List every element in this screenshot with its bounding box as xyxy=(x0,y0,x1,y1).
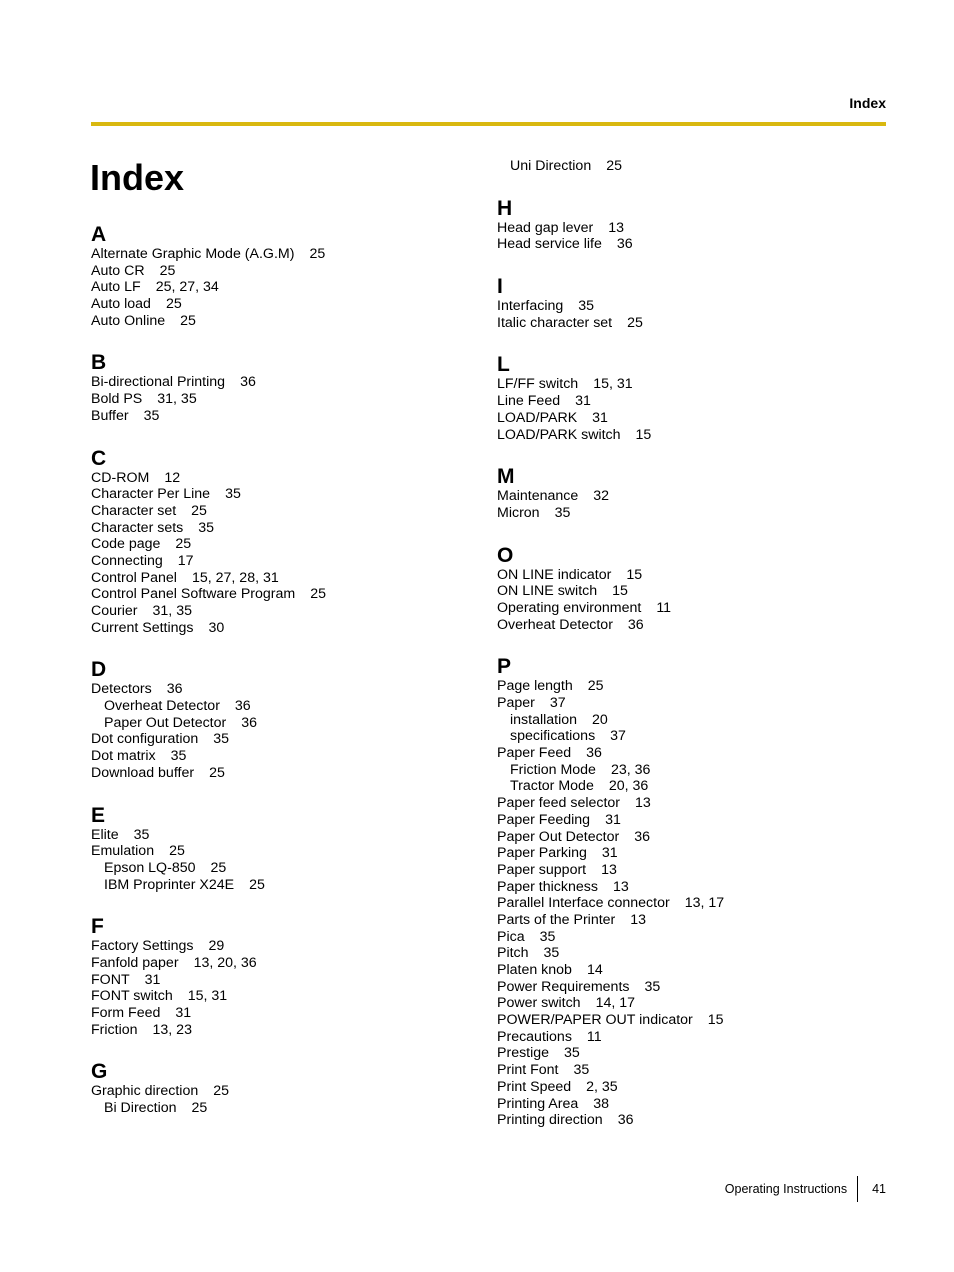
index-page-refs: 25 xyxy=(249,876,265,893)
page-number: 41 xyxy=(872,1182,886,1196)
index-page-refs: 31 xyxy=(144,971,161,988)
index-entry xyxy=(497,393,877,410)
index-page-refs: 25 xyxy=(191,1100,208,1117)
index-term: Power Requirements xyxy=(497,978,630,995)
index-entry xyxy=(91,938,471,955)
index-entry xyxy=(497,879,877,896)
index-entry xyxy=(497,1096,877,1113)
index-entry xyxy=(497,298,877,315)
index-term: LF/FF switch xyxy=(497,376,579,393)
index-page-refs: 35 xyxy=(578,298,595,315)
index-letter-heading: M xyxy=(497,465,515,489)
index-term: Dot configuration xyxy=(91,731,199,748)
page-footer xyxy=(725,1176,886,1202)
index-page-refs: 13 xyxy=(608,219,625,236)
index-column-right xyxy=(497,158,877,1151)
index-term: Head gap lever xyxy=(497,219,594,236)
index-term: Friction Mode xyxy=(510,761,596,778)
index-entry xyxy=(91,1083,471,1100)
index-entry xyxy=(91,843,471,860)
index-entry xyxy=(91,408,471,425)
index-entry xyxy=(497,862,877,879)
index-entry xyxy=(497,895,877,912)
index-subentry xyxy=(497,158,877,175)
index-section xyxy=(497,544,877,634)
index-term: FONT switch xyxy=(91,988,173,1005)
index-letter-heading: E xyxy=(91,803,106,827)
index-page-refs: 20 xyxy=(592,711,608,728)
index-page-refs: 13, 17 xyxy=(684,895,725,912)
index-letter-heading: L xyxy=(497,353,510,377)
index-term: Operating environment xyxy=(497,599,642,616)
index-term: Elite xyxy=(91,826,119,843)
index-entry xyxy=(91,955,471,972)
index-term: Head service life xyxy=(497,236,602,253)
index-term: Printing direction xyxy=(497,1112,603,1129)
index-letter-heading: B xyxy=(91,351,107,375)
index-entry xyxy=(497,427,877,444)
index-page-refs: 35 xyxy=(170,748,187,765)
index-section xyxy=(497,158,877,175)
page-title: Index xyxy=(90,157,185,198)
index-page-refs: 25 xyxy=(159,262,176,279)
index-page-refs: 36 xyxy=(586,745,602,762)
index-page-refs: 31 xyxy=(592,409,608,426)
index-subentry xyxy=(91,698,471,715)
index-term: Character sets xyxy=(91,519,184,536)
index-page-refs: 36 xyxy=(627,616,644,633)
index-term: Power switch xyxy=(497,995,581,1012)
index-entry xyxy=(497,567,877,584)
index-entry xyxy=(497,376,877,393)
index-page-refs: 23, 36 xyxy=(610,761,651,778)
index-term: Print Speed xyxy=(497,1078,572,1095)
index-page-refs: 35 xyxy=(644,978,661,995)
index-entry xyxy=(91,391,471,408)
index-entry xyxy=(91,731,471,748)
index-term: Tractor Mode xyxy=(510,778,594,795)
index-term: Emulation xyxy=(91,843,155,860)
index-section xyxy=(91,447,471,637)
index-entry xyxy=(91,374,471,391)
index-term: Bi Direction xyxy=(104,1100,177,1117)
index-term: Italic character set xyxy=(497,314,613,331)
index-page-refs: 35 xyxy=(213,731,230,748)
index-page-refs: 25 xyxy=(169,843,185,860)
index-term: Courier xyxy=(91,603,138,619)
index-term: Character set xyxy=(91,502,177,519)
index-term: Parallel Interface connector xyxy=(497,895,670,912)
index-entry xyxy=(497,745,877,762)
index-entry xyxy=(497,1012,877,1029)
index-page-refs: 36 xyxy=(234,698,251,715)
index-term: Pitch xyxy=(497,945,529,962)
index-term: Paper Parking xyxy=(497,845,587,862)
index-page-refs: 13 xyxy=(612,878,629,895)
index-term: specifications xyxy=(510,728,596,745)
index-page-refs: 25, 27, 34 xyxy=(155,279,219,296)
index-term: Pica xyxy=(497,928,525,945)
index-term: Alternate Graphic Mode (A.G.M) xyxy=(91,246,295,262)
index-subentry xyxy=(91,715,471,732)
index-entry xyxy=(497,995,877,1012)
index-entry xyxy=(497,505,877,522)
index-section xyxy=(91,804,471,894)
index-term: Auto CR xyxy=(91,262,145,279)
index-page-refs: 30 xyxy=(208,619,225,636)
index-entry xyxy=(91,681,471,698)
index-entry xyxy=(497,488,877,505)
index-term: Epson LQ-850 xyxy=(104,859,196,876)
index-section xyxy=(497,465,877,521)
index-page-refs: 11 xyxy=(656,599,672,616)
index-term: Form Feed xyxy=(91,1005,161,1021)
index-term: Paper feed selector xyxy=(497,795,621,812)
index-term: Prestige xyxy=(497,1045,550,1062)
running-header: Index xyxy=(849,95,886,111)
index-entry xyxy=(91,988,471,1005)
index-page-refs: 37 xyxy=(610,728,626,745)
index-term: Auto load xyxy=(91,296,151,313)
index-term: Code page xyxy=(91,536,161,553)
index-term: Maintenance xyxy=(497,488,579,505)
index-term: Page length xyxy=(497,678,573,695)
index-letter-heading: I xyxy=(497,275,503,299)
index-page-refs: 13, 23 xyxy=(152,1021,192,1038)
index-entry xyxy=(91,296,471,313)
index-term: Factory Settings xyxy=(91,938,194,955)
index-page-refs: 25 xyxy=(627,314,643,331)
index-page-refs: 14 xyxy=(586,962,603,978)
index-term: Bold PS xyxy=(91,391,143,408)
index-term: Control Panel Software Program xyxy=(91,586,296,603)
index-section xyxy=(91,915,471,1038)
index-page-refs: 25 xyxy=(180,312,196,329)
index-page-refs: 35 xyxy=(564,1045,580,1062)
index-term: Micron xyxy=(497,504,540,521)
index-term: Precautions xyxy=(497,1028,572,1045)
index-term: Character Per Line xyxy=(91,486,211,503)
index-page-refs: 25 xyxy=(310,586,327,603)
index-entry xyxy=(91,570,471,587)
index-page-refs: 15, 31 xyxy=(187,988,228,1005)
index-entry xyxy=(91,765,471,782)
index-entry xyxy=(91,313,471,330)
index-letter-heading: G xyxy=(91,1060,108,1084)
index-entry xyxy=(497,600,877,617)
index-entry xyxy=(497,979,877,996)
index-entry xyxy=(497,678,877,695)
index-term: Overheat Detector xyxy=(104,698,220,715)
index-entry xyxy=(497,812,877,829)
footer-separator xyxy=(857,1176,858,1202)
index-entry xyxy=(91,827,471,844)
index-entry xyxy=(497,1079,877,1096)
index-term: Paper thickness xyxy=(497,878,598,895)
index-term: ON LINE indicator xyxy=(497,566,612,583)
index-entry xyxy=(497,962,877,979)
index-entry xyxy=(91,470,471,487)
index-page-refs: 25 xyxy=(210,859,227,876)
index-subentry xyxy=(91,1100,471,1117)
index-entry xyxy=(91,263,471,280)
index-subentry xyxy=(497,778,877,795)
index-page-refs: 15 xyxy=(635,426,652,443)
index-page-refs: 25 xyxy=(309,246,326,262)
index-term: Paper Out Detector xyxy=(104,714,227,731)
footer-doc-title: Operating Instructions xyxy=(724,1182,848,1196)
index-entry xyxy=(497,829,877,846)
index-term: LOAD/PARK xyxy=(497,409,578,426)
index-subentry xyxy=(497,762,877,779)
index-page-refs: 17 xyxy=(177,552,194,569)
index-page-refs: 31 xyxy=(605,811,621,828)
index-entry xyxy=(91,503,471,520)
index-page-refs: 35 xyxy=(133,826,150,843)
index-page-refs: 2, 35 xyxy=(586,1078,618,1095)
index-page-refs: 25 xyxy=(191,502,207,519)
index-term: Graphic direction xyxy=(91,1083,199,1100)
index-page-refs: 35 xyxy=(539,928,556,945)
index-page-refs: 14, 17 xyxy=(595,995,636,1012)
index-page-refs: 36 xyxy=(241,714,258,731)
index-page-refs: 36 xyxy=(617,1112,634,1129)
index-entry xyxy=(91,603,471,620)
index-page-refs: 36 xyxy=(634,828,651,845)
index-term: Buffer xyxy=(91,407,129,424)
index-entry xyxy=(497,315,877,332)
index-page-refs: 31, 35 xyxy=(152,603,192,619)
index-page-refs: 31 xyxy=(575,393,591,410)
index-entry xyxy=(91,586,471,603)
index-entry xyxy=(497,845,877,862)
index-term: CD-ROM xyxy=(91,469,150,486)
index-page-refs: 13 xyxy=(630,911,647,928)
index-entry xyxy=(91,1005,471,1022)
index-term: Overheat Detector xyxy=(497,616,613,633)
index-page-refs: 31 xyxy=(601,845,618,862)
index-term: POWER/PAPER OUT indicator xyxy=(497,1012,693,1029)
index-page-refs: 35 xyxy=(543,945,560,962)
index-term: Bi-directional Printing xyxy=(91,374,226,391)
index-term: Printing Area xyxy=(497,1095,579,1112)
index-page-refs: 35 xyxy=(143,407,160,424)
index-section xyxy=(497,655,877,1129)
index-entry xyxy=(91,279,471,296)
index-subentry xyxy=(497,728,877,745)
index-term: FONT xyxy=(91,971,130,988)
index-page-refs: 25 xyxy=(606,158,622,174)
index-page-refs: 25 xyxy=(165,296,182,313)
index-entry xyxy=(497,583,877,600)
index-term: Paper Feed xyxy=(497,745,572,762)
index-column-left xyxy=(91,223,471,1139)
index-term: Current Settings xyxy=(91,619,194,636)
index-section xyxy=(497,353,877,443)
index-entry xyxy=(91,520,471,537)
index-letter-heading: P xyxy=(497,655,512,679)
index-letter-heading: H xyxy=(497,196,513,220)
index-section xyxy=(497,275,877,331)
index-term: Control Panel xyxy=(91,569,177,586)
index-page-refs: 15 xyxy=(707,1012,724,1029)
index-entry xyxy=(91,748,471,765)
index-page-refs: 15 xyxy=(626,566,643,583)
index-entry xyxy=(497,617,877,634)
index-page-refs: 38 xyxy=(593,1095,610,1112)
index-entry xyxy=(497,1029,877,1046)
index-term: LOAD/PARK switch xyxy=(497,426,621,443)
index-page-refs: 25 xyxy=(587,678,604,695)
index-section xyxy=(497,197,877,253)
index-page-refs: 36 xyxy=(616,236,633,253)
index-page-refs: 36 xyxy=(166,681,183,698)
index-page-refs: 36 xyxy=(240,374,256,391)
index-entry xyxy=(497,945,877,962)
index-term: Download buffer xyxy=(91,764,195,781)
index-section xyxy=(91,1060,471,1116)
index-term: Uni Direction xyxy=(510,158,592,174)
index-letter-heading: D xyxy=(91,658,107,682)
index-page-refs: 11 xyxy=(586,1028,602,1045)
index-entry xyxy=(91,620,471,637)
index-term: Parts of the Printer xyxy=(497,911,616,928)
index-page-refs: 13 xyxy=(601,861,617,878)
index-page-refs: 35 xyxy=(225,486,241,503)
header-rule xyxy=(91,122,886,126)
index-page-refs: 25 xyxy=(209,764,225,781)
index-term: Auto LF xyxy=(91,279,141,296)
index-page-refs: 13, 20, 36 xyxy=(193,954,257,971)
index-term: IBM Proprinter X24E xyxy=(104,876,235,893)
index-term: Auto Online xyxy=(91,312,166,329)
index-page-refs: 25 xyxy=(213,1083,230,1100)
index-entry xyxy=(497,1062,877,1079)
index-term: Paper xyxy=(497,695,535,711)
index-entry xyxy=(91,246,471,263)
index-entry xyxy=(497,795,877,812)
index-term: Paper Feeding xyxy=(497,811,591,828)
index-term: Line Feed xyxy=(497,393,561,410)
index-page-refs: 12 xyxy=(164,469,181,486)
index-entry xyxy=(497,410,877,427)
index-page-refs: 31, 35 xyxy=(157,391,197,408)
index-page-refs: 35 xyxy=(573,1062,590,1079)
index-subentry xyxy=(497,712,877,729)
index-letter-heading: O xyxy=(497,543,514,567)
index-entry xyxy=(497,912,877,929)
index-page-refs: 31 xyxy=(175,1005,192,1021)
index-subentry xyxy=(91,877,471,894)
index-entry xyxy=(91,1022,471,1039)
index-entry xyxy=(497,695,877,712)
index-page-refs: 37 xyxy=(549,695,566,711)
index-page-refs: 32 xyxy=(593,488,610,505)
index-letter-heading: F xyxy=(91,915,104,939)
index-entry xyxy=(91,536,471,553)
index-term: Connecting xyxy=(91,552,163,569)
index-term: Fanfold paper xyxy=(91,954,179,971)
index-term: ON LINE switch xyxy=(497,583,598,600)
index-entry xyxy=(91,486,471,503)
index-entry xyxy=(497,1112,877,1129)
index-page-refs: 35 xyxy=(198,519,215,536)
index-section xyxy=(91,351,471,424)
index-term: installation xyxy=(510,711,578,728)
index-entry xyxy=(91,553,471,570)
index-page-refs: 25 xyxy=(175,536,192,553)
index-entry xyxy=(497,220,877,237)
index-entry xyxy=(497,236,877,253)
index-page-refs: 15, 31 xyxy=(593,376,633,393)
index-term: Friction xyxy=(91,1021,138,1038)
index-entry xyxy=(91,972,471,989)
index-entry xyxy=(497,1045,877,1062)
index-term: Print Font xyxy=(497,1062,559,1079)
index-page-refs: 15, 27, 28, 31 xyxy=(191,569,279,586)
index-section xyxy=(91,223,471,329)
index-term: Dot matrix xyxy=(91,748,156,765)
index-subentry xyxy=(91,860,471,877)
index-page-refs: 35 xyxy=(554,504,571,521)
index-term: Platen knob xyxy=(497,962,572,978)
index-term: Paper support xyxy=(497,861,587,878)
index-letter-heading: C xyxy=(91,446,107,470)
index-page-refs: 15 xyxy=(612,583,628,600)
index-page-refs: 20, 36 xyxy=(608,778,649,795)
index-term: Detectors xyxy=(91,681,152,698)
index-page-refs: 29 xyxy=(208,938,225,955)
index-term: Interfacing xyxy=(497,298,564,315)
index-term: Paper Out Detector xyxy=(497,828,620,845)
index-entry xyxy=(497,929,877,946)
index-page-refs: 13 xyxy=(635,795,651,812)
index-letter-heading: A xyxy=(91,223,107,246)
index-section xyxy=(91,658,471,781)
